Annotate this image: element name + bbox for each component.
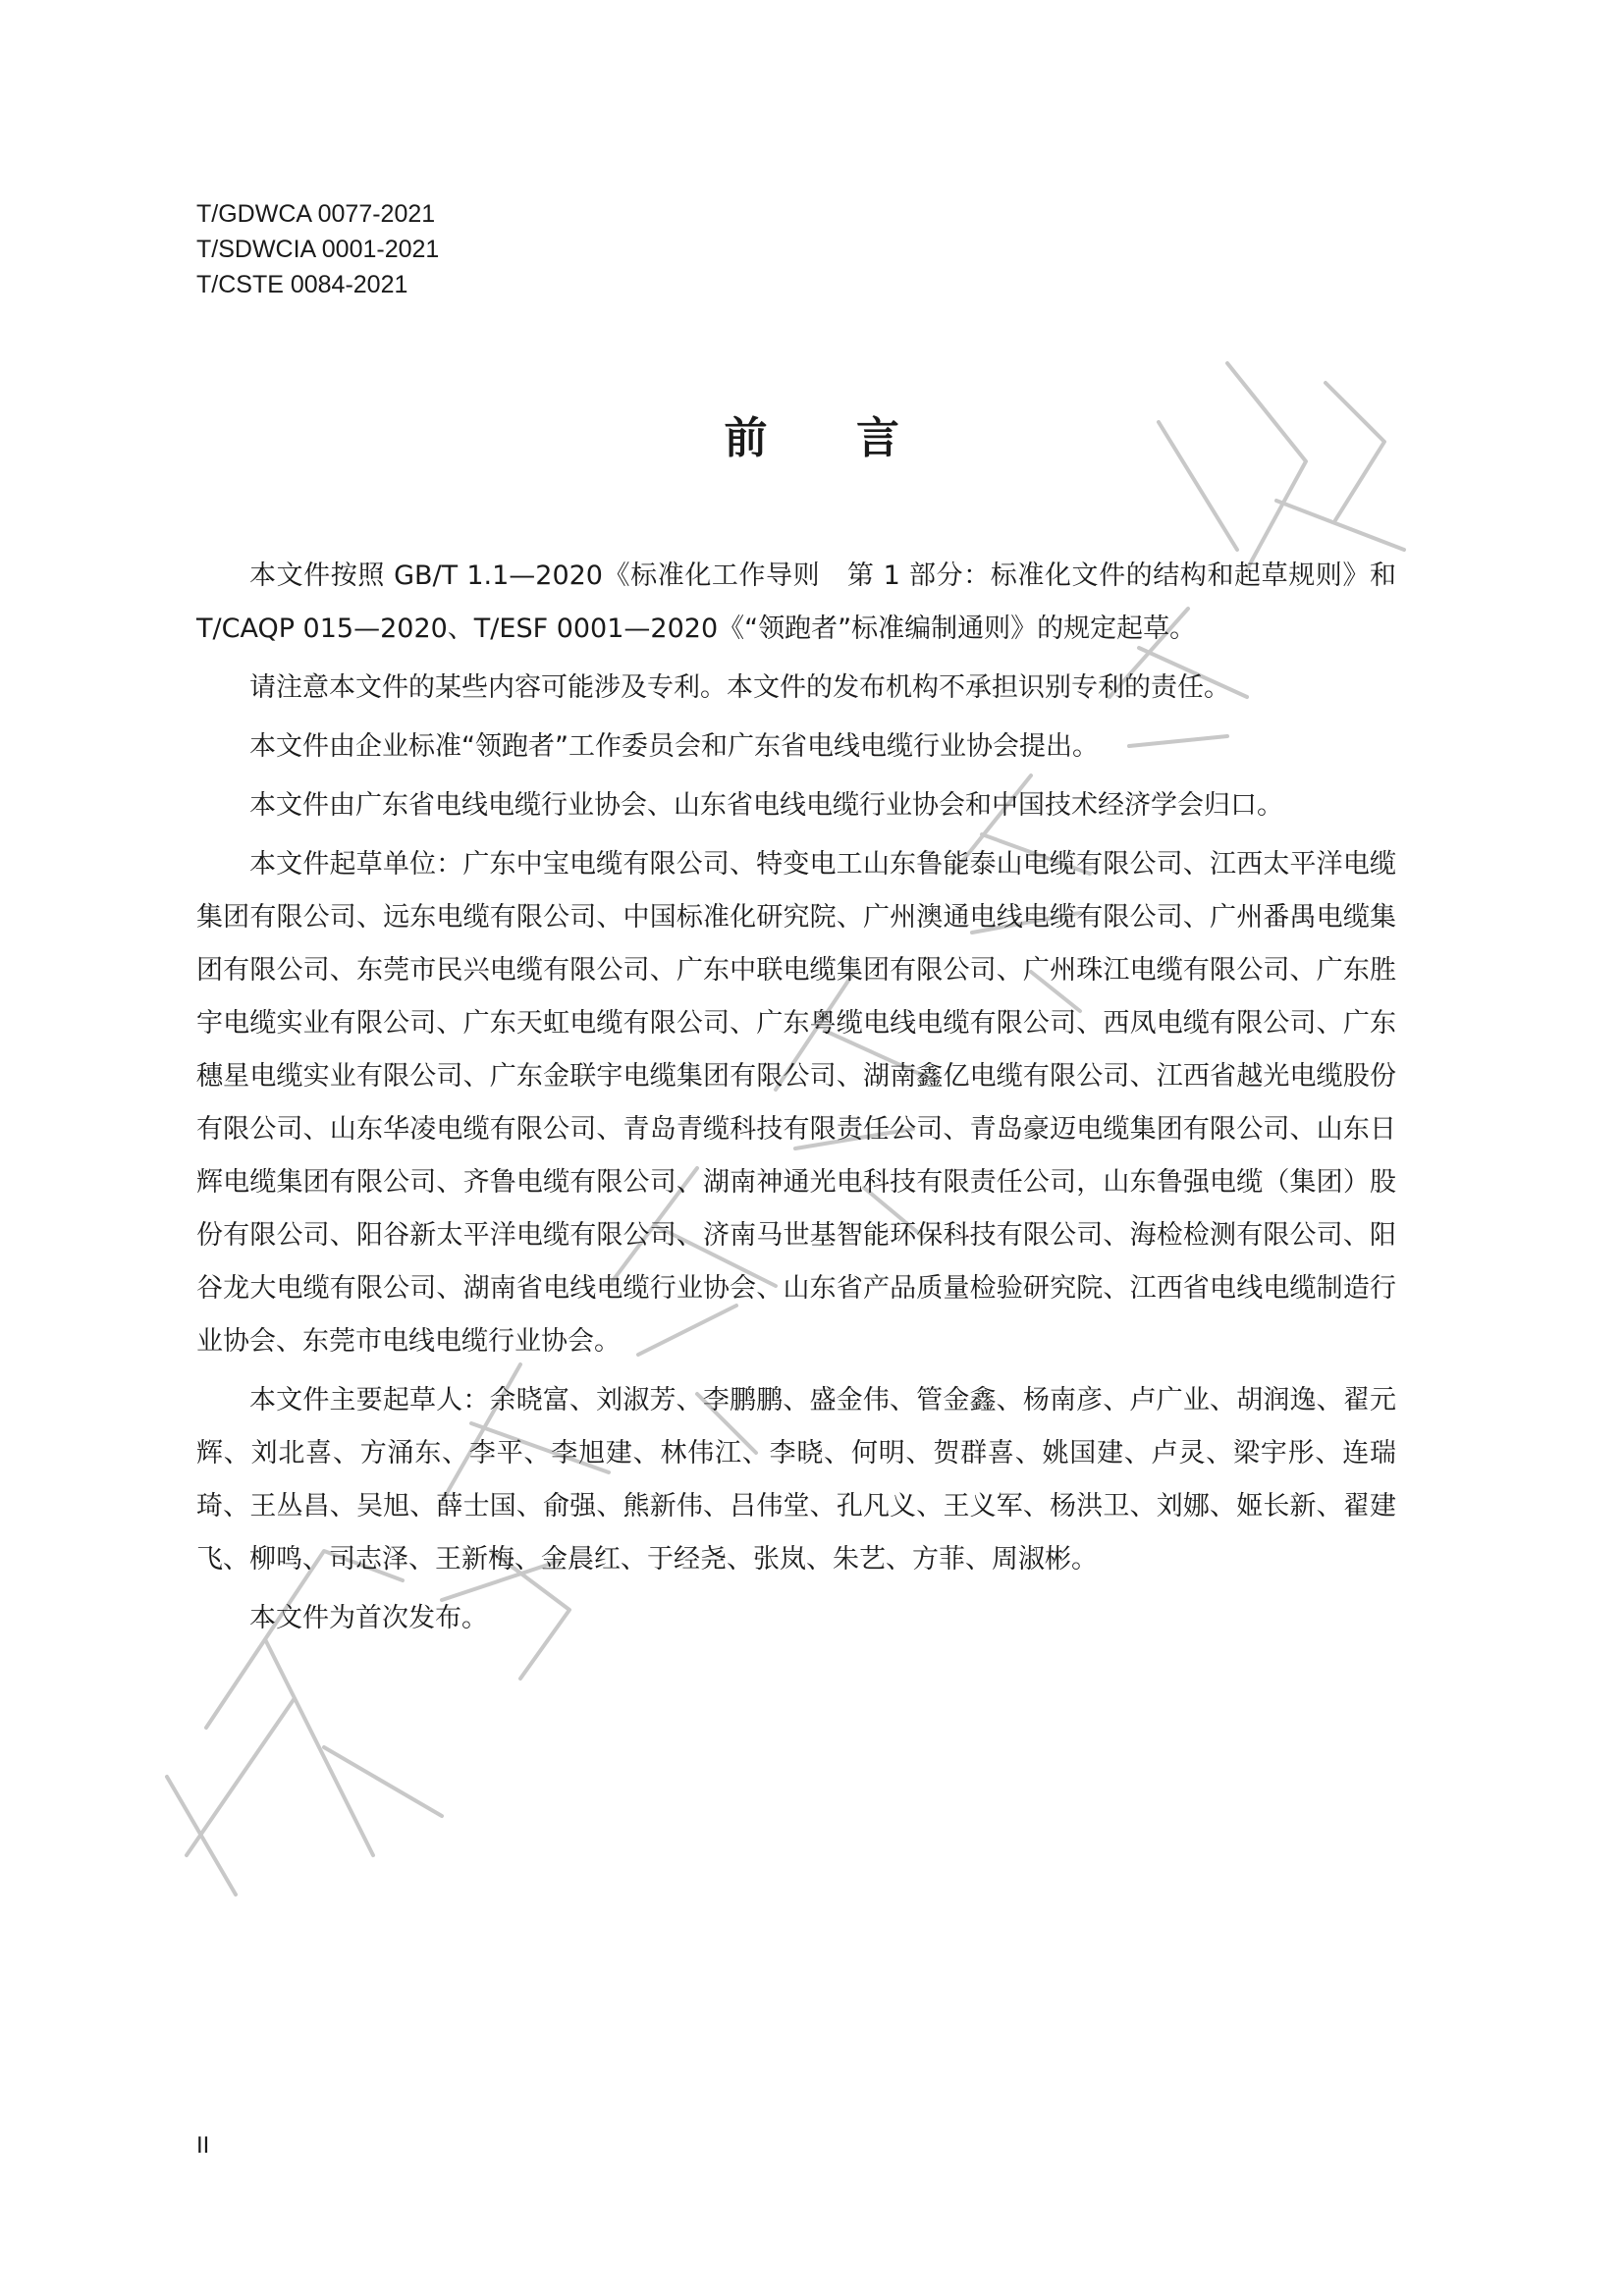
- standard-codes: [196, 196, 439, 302]
- paragraph-centralized: 本文件由广东省电线电缆行业协会、山东省电线电缆行业协会和中国技术经济学会归口。: [249, 790, 1283, 821]
- paragraph-drafters: 本文件主要起草人：余晓富、刘淑芳、李鹏鹏、盛金伟、管金鑫、杨南彦、卢广业、胡润逸、翟元辉、刘北喜、方涌东、李平、李旭建、林伟江、李晓、何明、贺群喜、姚国建、卢灵、梁宇彤、连瑞琦、王丛昌、吴旭、薛士国、俞强、熊新伟、吕伟堂、孔凡义、王义军、杨洪卫、刘娜、姬长新、翟建飞、柳鸣、司志泽、王新梅、金晨红、于经尧、张岚、朱艺、方菲、周淑彬。: [196, 1385, 1396, 1575]
- page-number: II: [196, 2132, 210, 2159]
- paragraph-proposer: 本文件由企业标准“领跑者”工作委员会和广东省电线电缆行业协会提出。: [249, 731, 1099, 762]
- paragraph-first-release: 本文件为首次发布。: [249, 1603, 488, 1633]
- paragraph-drafting-rules: 本文件按照 GB/T 1.1—2020《标准化工作导则 第 1 部分：标准化文件的结构和起草规则》和 T/CAQP 015—2020、T/ESF 0001—2020《“领跑者”标准编制通则》的规定起草。: [196, 561, 1396, 644]
- standard-code-1: T/GDWCA 0077-2021: [196, 200, 436, 228]
- paragraph-drafting-units: 本文件起草单位：广东中宝电缆有限公司、特变电工山东鲁能泰山电缆有限公司、江西太平洋电缆集团有限公司、远东电缆有限公司、中国标准化研究院、广州澳通电线电缆有限公司、广州番禺电缆集团有限公司、东莞市民兴电缆有限公司、广东中联电缆集团有限公司、广州珠江电缆有限公司、广东胜宇电缆实业有限公司、广东天虹电缆有限公司、广东粤缆电线电缆有限公司、西凤电缆有限公司、广东穗星电缆实业有限公司、广东金联宇电缆集团有限公司、湖南鑫亿电缆有限公司、江西省越光电缆股份有限公司、山东华凌电缆有限公司、青岛青缆科技有限责任公司、青岛豪迈电缆集团有限公司、山东日辉电缆集团有限公司、齐鲁电缆有限公司、湖南神通光电科技有限责任公司，山东鲁强电缆（集团）股份有限公司、阳谷新太平洋电缆有限公司、济南马世基智能环保科技有限公司、海检检测有限公司、阳谷龙大电缆有限公司、湖南省电线电缆行业协会、山东省产品质量检验研究院、江西省电线电缆制造行业协会、东莞市电线电缆行业协会。: [196, 849, 1396, 1357]
- title-char-1: 前: [724, 413, 768, 463]
- standard-code-3: T/CSTE 0084-2021: [196, 271, 408, 298]
- paragraph-patent-notice: 请注意本文件的某些内容可能涉及专利。本文件的发布机构不承担识别专利的责任。: [249, 672, 1230, 703]
- page-title: [0, 402, 1624, 465]
- foreword-body: [196, 550, 1396, 1651]
- title-char-2: 言: [856, 413, 900, 463]
- standard-code-2: T/SDWCIA 0001-2021: [196, 236, 440, 263]
